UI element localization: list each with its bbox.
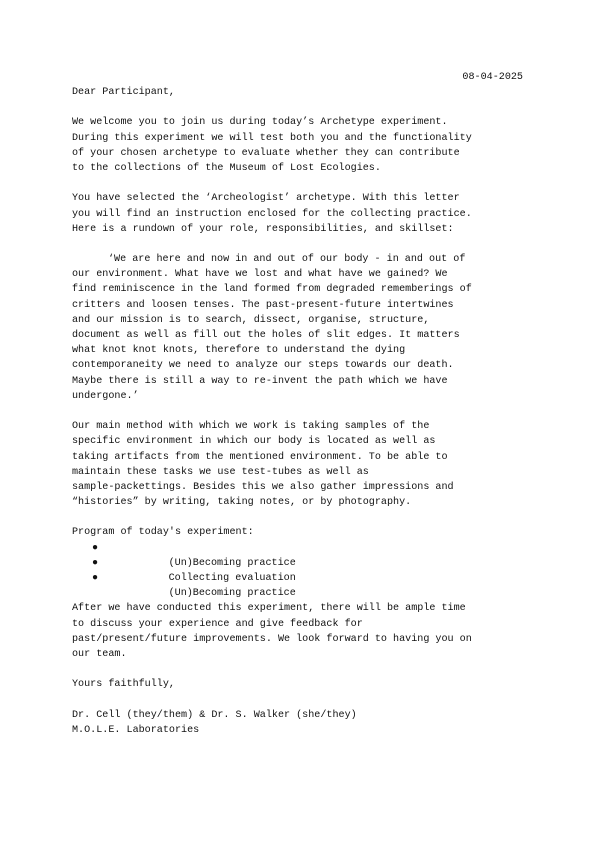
quote-line: document as well as fill out the holes of slit edges. It matters <box>72 330 460 341</box>
bullet-icon: ● <box>92 557 99 569</box>
method-line: specific environment in which our body is located as well as <box>72 436 436 448</box>
program-item-label: (Un)Becoming practice <box>168 588 296 600</box>
quote-line: critters and loosen tenses. The past-present-future intertwines <box>72 299 454 311</box>
closing-line: to discuss your experience and give feedback for <box>72 618 363 630</box>
method-paragraph <box>72 419 532 510</box>
intro-line: During this experiment we will test both you and the functionality <box>72 132 472 144</box>
intro-line: to the collections of the Museum of Lost Ecologies. <box>72 162 381 174</box>
salutation <box>72 85 532 100</box>
intro-line: We welcome you to join us during today’s Archetype experiment. <box>72 117 448 129</box>
quote-line: undergone.’ <box>72 390 139 402</box>
list-item <box>72 541 532 569</box>
intro-line: of your chosen archetype to evaluate whether they can contribute <box>72 147 460 159</box>
list-item <box>72 556 532 585</box>
sign-off <box>72 677 532 692</box>
quote-line: our environment. What have we lost and what have we gained? We <box>72 269 448 281</box>
program-heading: Program of today's experiment: <box>72 527 254 539</box>
method-line: sample-packettings. Besides this we also gather impressions and <box>72 481 454 493</box>
letter-date: 08-04-2025 <box>462 72 523 83</box>
signatories: Dr. Cell (they/them) & Dr. S. Walker (she/they) <box>72 709 357 721</box>
letter-body <box>72 85 532 738</box>
closing-line: our team. <box>72 648 127 660</box>
method-line: maintain these tasks we use test-tubes as well as <box>72 466 369 478</box>
method-line: “histories” by writing, taking notes, or by photography. <box>72 497 412 509</box>
list-item <box>72 571 532 600</box>
program-section <box>72 525 532 600</box>
quote-line: and our mission is to search, dissect, organise, structure, <box>72 314 430 326</box>
salutation-line: Dear Participant, <box>72 87 175 98</box>
quote-line: contemporaneity we need to analyze our steps towards our death. <box>72 360 454 372</box>
archetype-line: Here is a rundown of your role, responsibilities, and skillset: <box>72 223 454 235</box>
method-line: taking artifacts from the mentioned environment. To be able to <box>72 451 448 463</box>
quote-line: ‘We are here and now in and out of our body - in and out of <box>108 254 466 266</box>
bullet-icon: ● <box>92 542 99 554</box>
quote-line: Maybe there is still a way to re-invent the path which we have <box>72 375 448 387</box>
program-item-label: Collecting evaluation <box>168 573 296 585</box>
sign-off-line: Yours faithfully, <box>72 679 175 691</box>
signature-block <box>72 708 532 738</box>
closing-line: After we have conducted this experiment, there will be ample time <box>72 603 466 615</box>
bullet-icon: ● <box>92 573 99 584</box>
program-item-label: (Un)Becoming practice <box>168 557 296 569</box>
organization-name: M.O.L.E. Laboratories <box>72 724 200 736</box>
archetype-paragraph <box>72 191 532 237</box>
program-list <box>72 541 532 600</box>
quote-line: what knot knot knots, therefore to understand the dying <box>72 345 406 357</box>
closing-line: past/present/future improvements. We look forward to having you on <box>72 633 472 645</box>
quote-line: find reminiscence in the land formed from degraded rememberings of <box>72 284 472 296</box>
archetype-quote <box>72 252 532 404</box>
archetype-line: you will find an instruction enclosed for the collecting practice. <box>72 208 472 220</box>
archetype-line: You have selected the ‘Archeologist’ archetype. With this letter <box>72 193 460 205</box>
method-line: Our main method with which we work is taking samples of the <box>72 421 430 433</box>
intro-paragraph <box>72 115 532 176</box>
